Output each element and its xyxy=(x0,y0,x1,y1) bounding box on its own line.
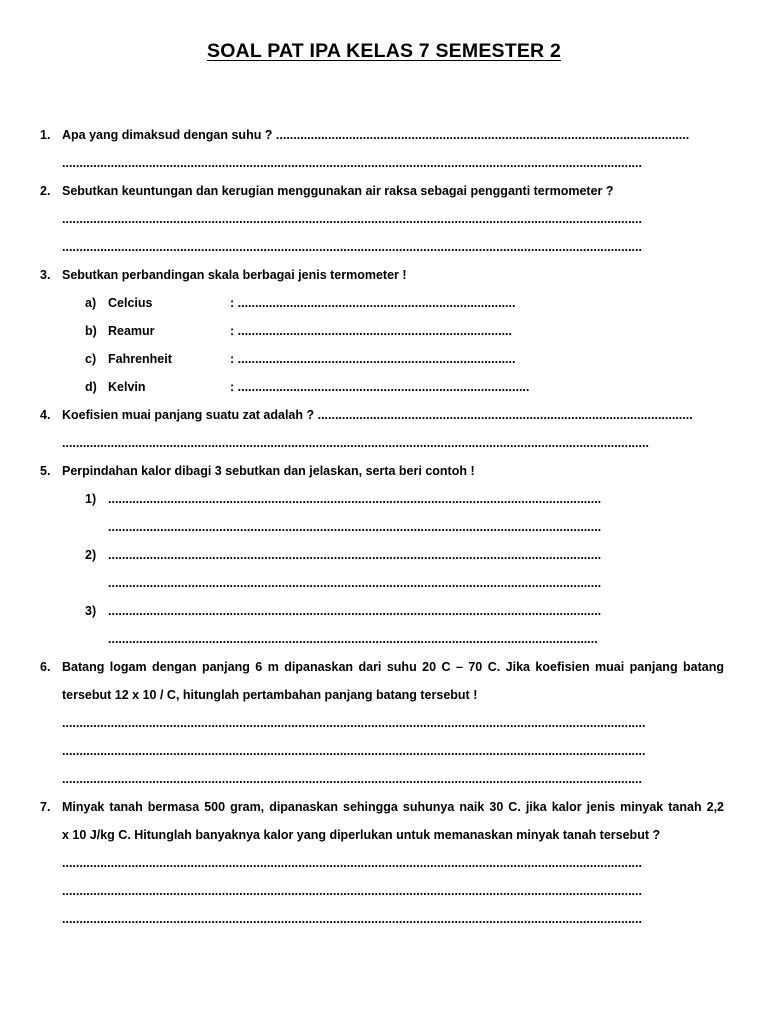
answer-dots: : ................................................................................ xyxy=(230,296,516,310)
question-number: 3. xyxy=(40,268,51,282)
answer-dots: ......................................................................................................................................................................... xyxy=(62,436,649,450)
answer-line xyxy=(0,910,768,928)
heat-transfer-item xyxy=(0,490,768,508)
question-6 xyxy=(0,658,768,676)
answer-dots: ........................................................................................................................................................................ xyxy=(62,716,646,730)
answer-dots: ....................................................................................................................................................................... xyxy=(62,912,642,926)
answer-dots: ....................................................................................................................................................................... xyxy=(62,240,642,254)
answer-line xyxy=(0,854,768,872)
question-4 xyxy=(0,406,768,424)
question-number: 7. xyxy=(40,800,51,814)
question-7 xyxy=(0,798,768,816)
answer-line xyxy=(0,518,768,536)
answer-dots: : ............................................................................... xyxy=(230,324,512,338)
answer-dots: ....................................................................................................................................................................... xyxy=(62,212,642,226)
answer-dots: ........................................................................................................................................................................ xyxy=(62,744,646,758)
item-label: 1) xyxy=(85,492,97,506)
item-name: Celcius xyxy=(108,296,153,310)
question-text: Minyak tanah bermasa 500 gram, dipanaskan sehingga suhunya naik 30 C. jika kalor jenis minyak tanah 2,2 xyxy=(62,800,724,814)
question-3 xyxy=(0,266,768,284)
answer-dots: .............................................................................................................................................. xyxy=(108,576,602,590)
answer-line xyxy=(0,574,768,592)
answer-dots: ............................................................................................................................................. xyxy=(108,632,598,646)
heat-transfer-item xyxy=(0,546,768,564)
item-letter: a) xyxy=(85,296,97,310)
answer-line xyxy=(0,742,768,760)
answer-dots: .............................................................................................................................................. xyxy=(108,604,602,618)
answer-dots: : ................................................................................ xyxy=(230,352,516,366)
page-title: SOAL PAT IPA KELAS 7 SEMESTER 2 xyxy=(206,40,561,62)
question-text: tersebut 12 x 10 / C, hitunglah pertambahan panjang batang tersebut ! xyxy=(62,688,478,702)
answer-dots: ....................................................................................................................................................................... xyxy=(62,856,642,870)
answer-line xyxy=(0,238,768,256)
answer-line xyxy=(0,714,768,732)
question-text: Perpindahan kalor dibagi 3 sebutkan dan jelaskan, serta beri contoh ! xyxy=(62,464,475,478)
item-letter: b) xyxy=(85,324,97,338)
answer-line xyxy=(0,882,768,900)
answer-dots: ....................................................................................................................................................................... xyxy=(62,156,642,170)
item-name: Kelvin xyxy=(108,380,146,394)
answer-dots: ....................................................................................................................................................................... xyxy=(62,772,642,786)
answer-dots: ....................................................................................................................................................................... xyxy=(62,884,642,898)
heat-transfer-item xyxy=(0,602,768,620)
question-2 xyxy=(0,182,768,200)
item-letter: d) xyxy=(85,380,97,394)
question-number: 4. xyxy=(40,408,51,422)
answer-line xyxy=(0,154,768,172)
question-number: 2. xyxy=(40,184,51,198)
question-1 xyxy=(0,126,768,144)
question-text: Koefisien muai panjang suatu zat adalah ? ............................................................................................................ xyxy=(62,408,693,422)
question-text: Apa yang dimaksud dengan suhu ? ....................................................................................................................... xyxy=(62,128,690,142)
question-text: x 10 J/kg C. Hitunglah banyaknya kalor yang diperlukan untuk memanaskan minyak tanah tersebut ? xyxy=(62,828,661,842)
answer-line xyxy=(0,210,768,228)
scale-item xyxy=(0,322,768,340)
item-letter: c) xyxy=(85,352,97,366)
question-number: 6. xyxy=(40,660,51,674)
question-text-continued xyxy=(0,686,768,704)
answer-line xyxy=(0,770,768,788)
answer-dots: .............................................................................................................................................. xyxy=(108,548,602,562)
scale-item xyxy=(0,294,768,312)
answer-line xyxy=(0,434,768,452)
question-number: 1. xyxy=(40,128,51,142)
item-label: 3) xyxy=(85,604,97,618)
question-text-continued xyxy=(0,826,768,844)
answer-dots: .............................................................................................................................................. xyxy=(108,492,602,506)
item-name: Fahrenheit xyxy=(108,352,172,366)
answer-line xyxy=(0,630,768,648)
question-text: Sebutkan keuntungan dan kerugian menggunakan air raksa sebagai pengganti termometer ? xyxy=(62,184,614,198)
question-5 xyxy=(0,462,768,480)
question-number: 5. xyxy=(40,464,51,478)
scale-item xyxy=(0,378,768,396)
scale-item xyxy=(0,350,768,368)
item-name: Reamur xyxy=(108,324,155,338)
item-label: 2) xyxy=(85,548,97,562)
answer-dots: .............................................................................................................................................. xyxy=(108,520,602,534)
question-text: Sebutkan perbandingan skala berbagai jenis termometer ! xyxy=(62,268,407,282)
answer-dots: : .................................................................................... xyxy=(230,380,530,394)
question-text: Batang logam dengan panjang 6 m dipanaskan dari suhu 20 C – 70 C. Jika koefisien muai panjang batang xyxy=(62,660,724,674)
